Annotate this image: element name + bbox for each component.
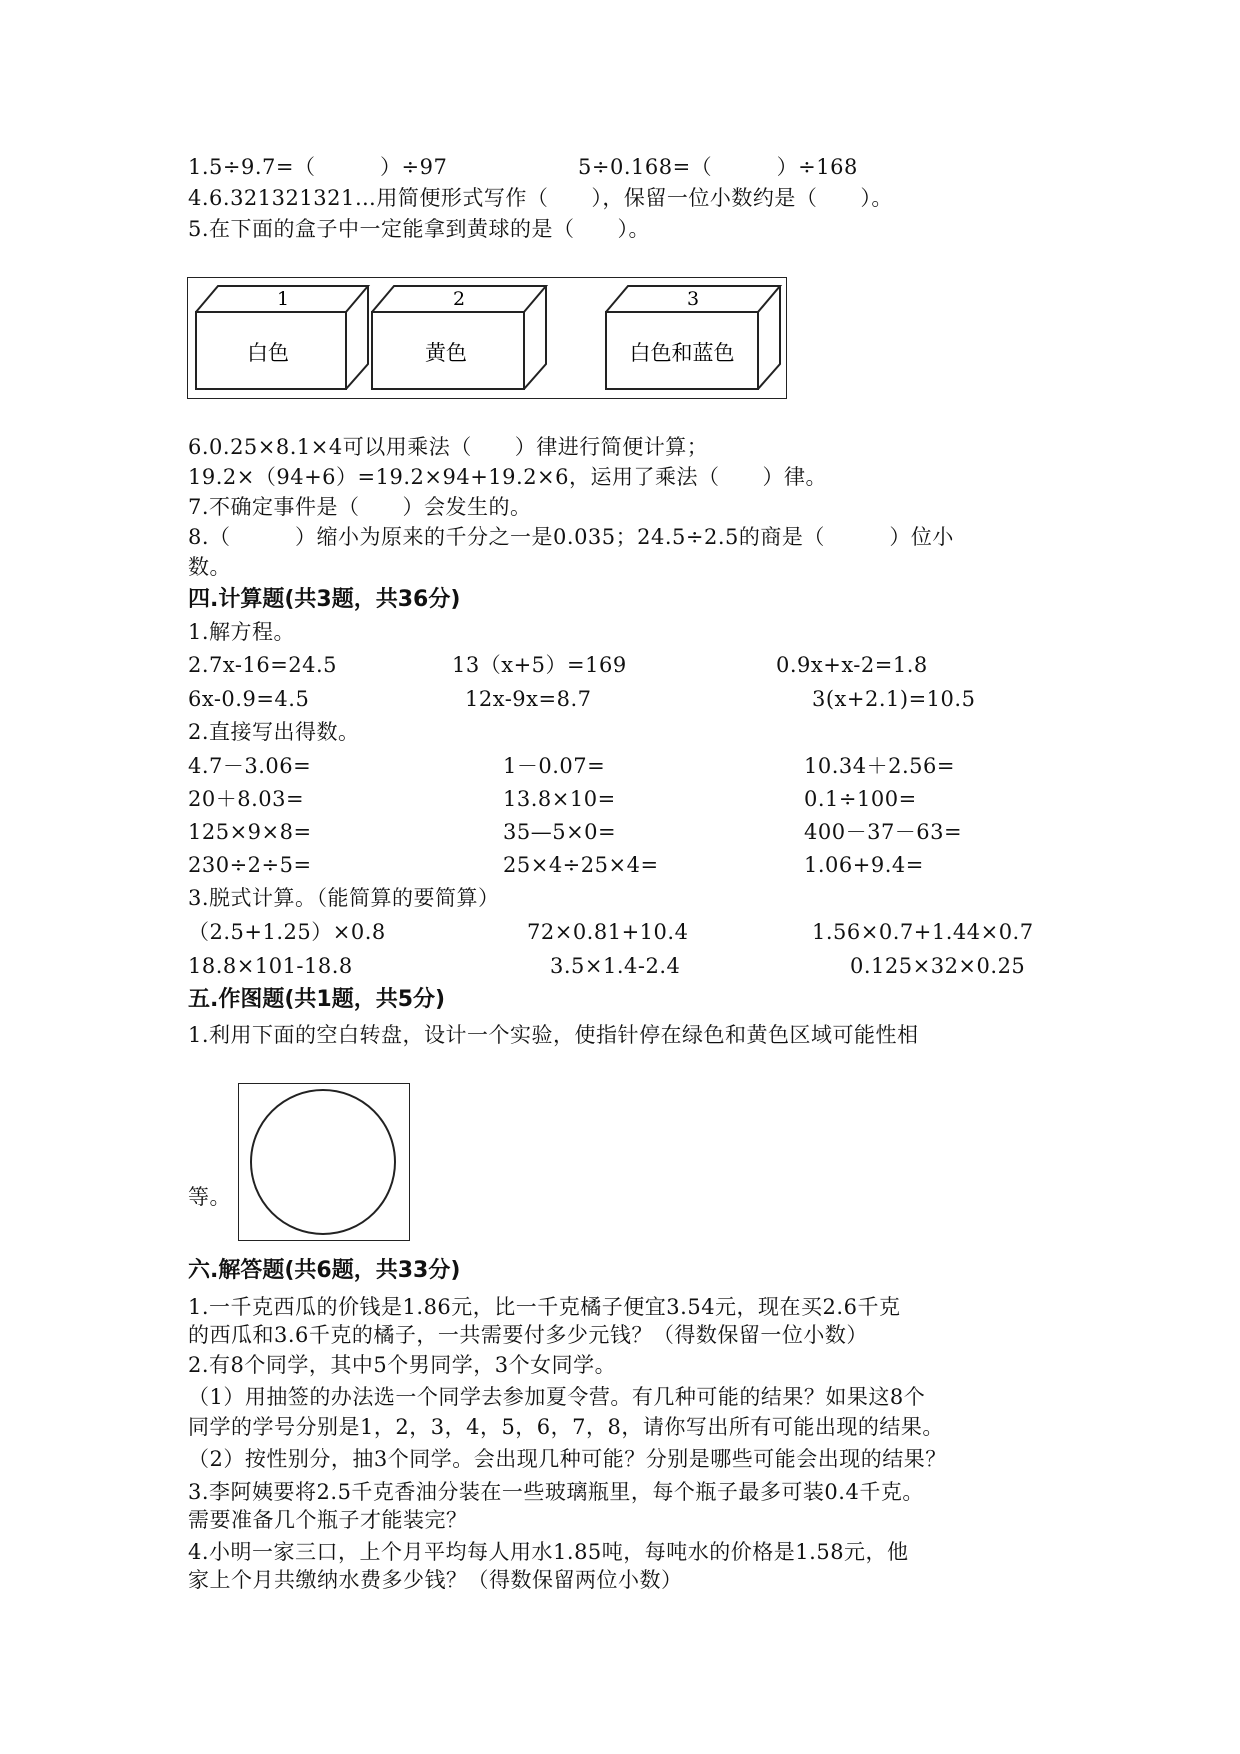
equation: 6x-0.9=4.5: [188, 687, 310, 711]
box-1-label: 白色: [247, 341, 289, 365]
direct-calc: 1－0.07=: [503, 754, 606, 778]
answer-question-line: 3.李阿姨要将2.5千克香油分装在一些玻璃瓶里，每个瓶子最多可装0.4千克。: [188, 1480, 924, 1504]
section-6-title: 六.解答题(共6题，共33分): [188, 1258, 461, 1283]
box-3-side: [758, 286, 780, 389]
direct-calc: 4.7－3.06=: [188, 754, 312, 778]
step-calc: 3.5×1.4-2.4: [550, 954, 681, 978]
section-5-title: 五.作图题(共1题，共5分): [188, 987, 446, 1012]
direct-calc: 25×4÷25×4=: [503, 853, 659, 877]
question-8: 8.（ ）缩小为原来的千分之一是0.035；24.5÷2.5的商是（ ）位小: [188, 525, 954, 549]
answer-question-line: （1）用抽签的办法选一个同学去参加夏令营。有几种可能的结果？如果这8个: [188, 1385, 926, 1409]
section-4-q2: 2.直接写出得数。: [188, 720, 360, 744]
direct-calc: 0.1÷100=: [804, 787, 917, 811]
step-calc: 18.8×101-18.8: [188, 954, 353, 978]
box-3-number: 3: [686, 288, 700, 310]
question-5: 5.在下面的盒子中一定能拿到黄球的是（ ）。: [188, 217, 651, 241]
direct-calc: 13.8×10=: [503, 787, 616, 811]
section-5-q1: 1.利用下面的空白转盘，设计一个实验，使指针停在绿色和黄色区域可能性相: [188, 1023, 919, 1047]
box-2-label: 黄色: [425, 341, 467, 365]
answer-question-line: 的西瓜和3.6千克的橘子，一共需要付多少元钱？（得数保留一位小数）: [188, 1323, 868, 1347]
question-1-part-a: 1.5÷9.7=（ ）÷97: [188, 155, 448, 179]
equation: 12x-9x=8.7: [465, 687, 592, 711]
step-calc: 72×0.81+10.4: [527, 920, 689, 944]
equation: 13（x+5）=169: [452, 653, 627, 677]
step-calc: 0.125×32×0.25: [850, 954, 1026, 978]
section-4-q1: 1.解方程。: [188, 620, 296, 644]
boxes-figure: [187, 277, 787, 399]
spinner-circle: [239, 1084, 408, 1239]
answer-question-line: 2.有8个同学，其中5个男同学，3个女同学。: [188, 1353, 617, 1377]
section-4-title: 四.计算题(共3题，共36分): [188, 587, 461, 612]
box-1-number: 1: [276, 288, 290, 310]
direct-calc: 35—5×0=: [503, 820, 617, 844]
box-3-label: 白色和蓝色: [629, 341, 735, 365]
question-7: 7.不确定事件是（ ）会发生的。: [188, 495, 532, 519]
direct-calc: 125×9×8=: [188, 820, 312, 844]
direct-calc: 400－37－63=: [804, 820, 963, 844]
equation: 0.9x+x-2=1.8: [776, 653, 928, 677]
box-2-number: 2: [452, 288, 466, 310]
answer-question-line: 1.一千克西瓜的价钱是1.86元，比一千克橘子便宜3.54元，现在买2.6千克: [188, 1295, 901, 1319]
box-2-side: [524, 286, 546, 389]
answer-question-line: （2）按性别分，抽3个同学。会出现几种可能？分别是哪些可能会出现的结果？: [188, 1447, 947, 1471]
section-5-q1-end: 等。: [188, 1185, 231, 1209]
direct-calc: 230÷2÷5=: [188, 853, 312, 877]
question-8-continued: 数。: [188, 555, 231, 579]
direct-calc: 10.34＋2.56=: [804, 754, 955, 778]
question-6: 6.0.25×8.1×4可以用乘法（ ）律进行简便计算；: [188, 435, 709, 459]
question-6-second-line: 19.2×（94+6）=19.2×94+19.2×6，运用了乘法（ ）律。: [188, 465, 828, 489]
section-4-q3: 3.脱式计算。（能简算的要简算）: [188, 886, 500, 910]
step-calc: （2.5+1.25）×0.8: [188, 920, 386, 944]
equation: 2.7x-16=24.5: [188, 653, 338, 677]
spinner-figure: [238, 1083, 410, 1241]
boxes-drawing: [188, 278, 785, 397]
answer-question-line: 同学的学号分别是1，2，3，4，5，6，7，8，请你写出所有可能出现的结果。: [188, 1415, 944, 1439]
equation: 3(x+2.1)=10.5: [812, 687, 976, 711]
box-1-side: [346, 286, 368, 389]
step-calc: 1.56×0.7+1.44×0.7: [812, 920, 1034, 944]
answer-question-line: 家上个月共缴纳水费多少钱？（得数保留两位小数）: [188, 1568, 683, 1592]
question-1-part-b: 5÷0.168=（ ）÷168: [578, 155, 858, 179]
direct-calc: 20＋8.03=: [188, 787, 305, 811]
answer-question-line: 4.小明一家三口，上个月平均每人用水1.85吨，每吨水的价格是1.58元，他: [188, 1540, 909, 1564]
direct-calc: 1.06+9.4=: [804, 853, 924, 877]
question-4: 4.6.321321321…用简便形式写作（ ），保留一位小数约是（ ）。: [188, 186, 893, 210]
answer-question-line: 需要准备几个瓶子才能装完？: [188, 1508, 468, 1532]
